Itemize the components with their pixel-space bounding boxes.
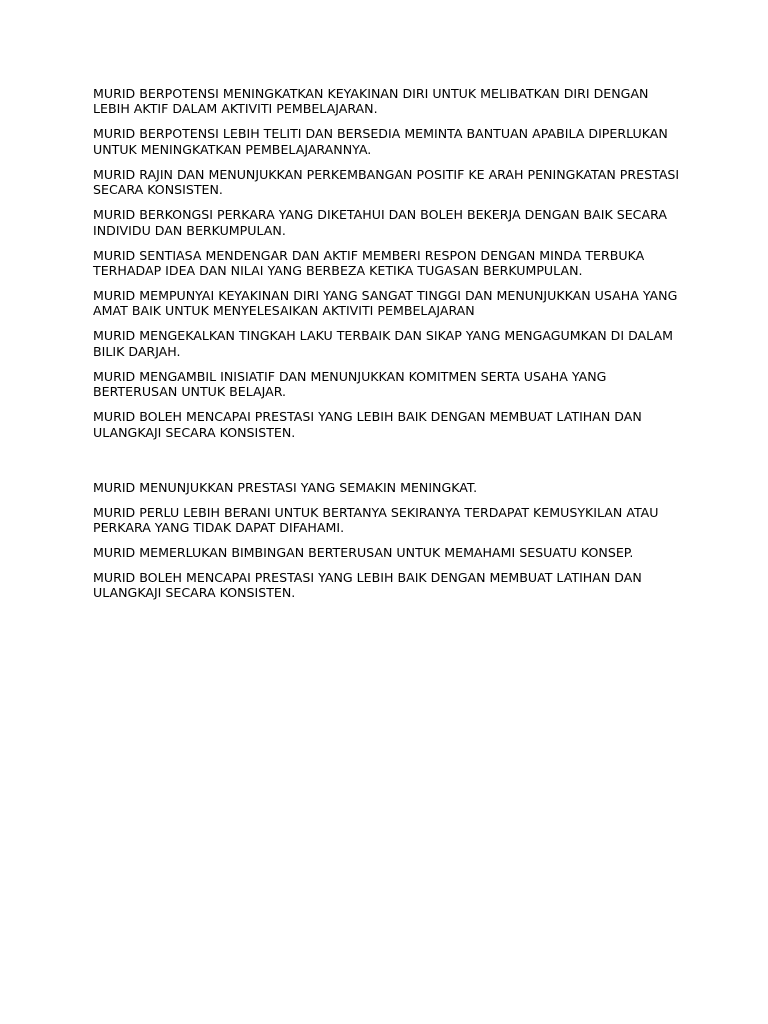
comment-paragraph: MURID PERLU LEBIH BERANI UNTUK BERTANYA SEKIRANYA TERDAPAT KEMUSYKILAN ATAU PERKARA YANG TIDAK DAPAT DIFAHAMI. [93,504,659,536]
section-spacer [93,450,683,480]
comment-paragraph: MURID MEMPUNYAI KEYAKINAN DIRI YANG SANGAT TINGGI DAN MENUNJUKKAN USAHA YANG AMAT BAIK UNTUK MENYELESAIKAN AKTIVITI PEMBELAJARAN [93,288,678,319]
comment-section-one [93,86,683,440]
comment-paragraph: MURID BOLEH MENCAPAI PRESTASI YANG LEBIH BAIK DENGAN MEMBUAT LATIHAN DAN ULANGKAJI SECARA KONSISTEN. [93,570,642,601]
comment-paragraph: MURID RAJIN DAN MENUNJUKKAN PERKEMBANGAN POSITIF KE ARAH PENINGKATAN PRESTASI SECARA KONSISTEN. [93,166,680,198]
comment-paragraph: MURID MENGAMBIL INISIATIF DAN MENUNJUKKAN KOMITMEN SERTA USAHA YANG BERTERUSAN UNTUK BELAJAR. [93,368,607,400]
document-page [93,86,683,610]
comment-paragraph: MURID MENUNJUKKAN PRESTASI YANG SEMAKIN MENINGKAT. [93,479,478,495]
comment-paragraph: MURID BERKONGSI PERKARA YANG DIKETAHUI DAN BOLEH BEKERJA DENGAN BAIK SECARA INDIVIDU DAN BERKUMPULAN. [93,207,667,238]
comment-paragraph: MURID MEMERLUKAN BIMBINGAN BERTERUSAN UNTUK MEMAHAMI SESUATU KONSEP. [93,545,634,561]
comment-paragraph: MURID BERPOTENSI MENINGKATKAN KEYAKINAN DIRI UNTUK MELIBATKAN DIRI DENGAN LEBIH AKTIF DALAM AKTIVITI PEMBELAJARAN. [93,86,649,117]
comment-paragraph: MURID SENTIASA MENDENGAR DAN AKTIF MEMBERI RESPON DENGAN MINDA TERBUKA TERHADAP IDEA DAN NILAI YANG BERBEZA KETIKA TUGASAN BERKUMPULAN. [93,247,645,279]
comment-paragraph: MURID MENGEKALKAN TINGKAH LAKU TERBAIK DAN SIKAP YANG MENGAGUMKAN DI DALAM BILIK DARJAH. [93,328,673,359]
comment-section-two [93,480,683,601]
comment-paragraph: MURID BERPOTENSI LEBIH TELITI DAN BERSEDIA MEMINTA BANTUAN APABILA DIPERLUKAN UNTUK MENINGKATKAN PEMBELAJARANNYA. [93,126,668,157]
comment-paragraph: MURID BOLEH MENCAPAI PRESTASI YANG LEBIH BAIK DENGAN MEMBUAT LATIHAN DAN ULANGKAJI SECARA KONSISTEN. [93,409,642,440]
